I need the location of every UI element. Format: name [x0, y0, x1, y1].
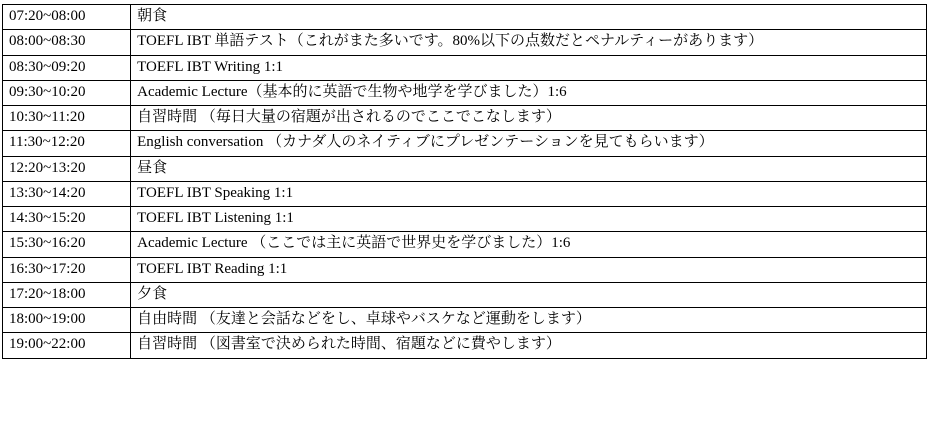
time-cell: 13:30~14:20	[3, 181, 131, 206]
table-row	[3, 5, 927, 30]
table-row	[3, 181, 927, 206]
activity-cell: 自由時間 （友達と会話などをし、卓球やバスケなど運動をします）	[131, 308, 927, 333]
daily-schedule-table	[2, 4, 927, 359]
table-row	[3, 282, 927, 307]
activity-cell: TOEFL IBT Listening 1:1	[131, 207, 927, 232]
time-cell: 18:00~19:00	[3, 308, 131, 333]
time-cell: 08:00~08:30	[3, 30, 131, 55]
activity-cell: 自習時間 （毎日大量の宿題が出されるのでここでこなします）	[131, 106, 927, 131]
activity-cell: 朝食	[131, 5, 927, 30]
schedule-table-body	[3, 5, 927, 359]
table-row	[3, 80, 927, 105]
activity-cell: TOEFL IBT Reading 1:1	[131, 257, 927, 282]
time-cell: 14:30~15:20	[3, 207, 131, 232]
table-row	[3, 207, 927, 232]
time-cell: 12:20~13:20	[3, 156, 131, 181]
activity-cell: Academic Lecture （ここでは主に英語で世界史を学びました）1:6	[131, 232, 927, 257]
table-row	[3, 30, 927, 55]
time-cell: 08:30~09:20	[3, 55, 131, 80]
activity-cell: TOEFL IBT 単語テスト（これがまた多いです。80%以下の点数だとペナルティーがあります）	[131, 30, 927, 55]
activity-cell: TOEFL IBT Writing 1:1	[131, 55, 927, 80]
table-row	[3, 106, 927, 131]
time-cell: 17:20~18:00	[3, 282, 131, 307]
activity-cell: Academic Lecture（基本的に英語で生物や地学を学びました）1:6	[131, 80, 927, 105]
table-row	[3, 308, 927, 333]
table-row	[3, 257, 927, 282]
time-cell: 10:30~11:20	[3, 106, 131, 131]
table-row	[3, 333, 927, 358]
table-row	[3, 131, 927, 156]
table-row	[3, 232, 927, 257]
time-cell: 15:30~16:20	[3, 232, 131, 257]
time-cell: 07:20~08:00	[3, 5, 131, 30]
activity-cell: English conversation （カナダ人のネイティブにプレゼンテーションを見てもらいます）	[131, 131, 927, 156]
time-cell: 19:00~22:00	[3, 333, 131, 358]
activity-cell: TOEFL IBT Speaking 1:1	[131, 181, 927, 206]
activity-cell: 夕食	[131, 282, 927, 307]
time-cell: 16:30~17:20	[3, 257, 131, 282]
table-row	[3, 55, 927, 80]
activity-cell: 自習時間 （図書室で決められた時間、宿題などに費やします）	[131, 333, 927, 358]
table-row	[3, 156, 927, 181]
activity-cell: 昼食	[131, 156, 927, 181]
time-cell: 09:30~10:20	[3, 80, 131, 105]
time-cell: 11:30~12:20	[3, 131, 131, 156]
